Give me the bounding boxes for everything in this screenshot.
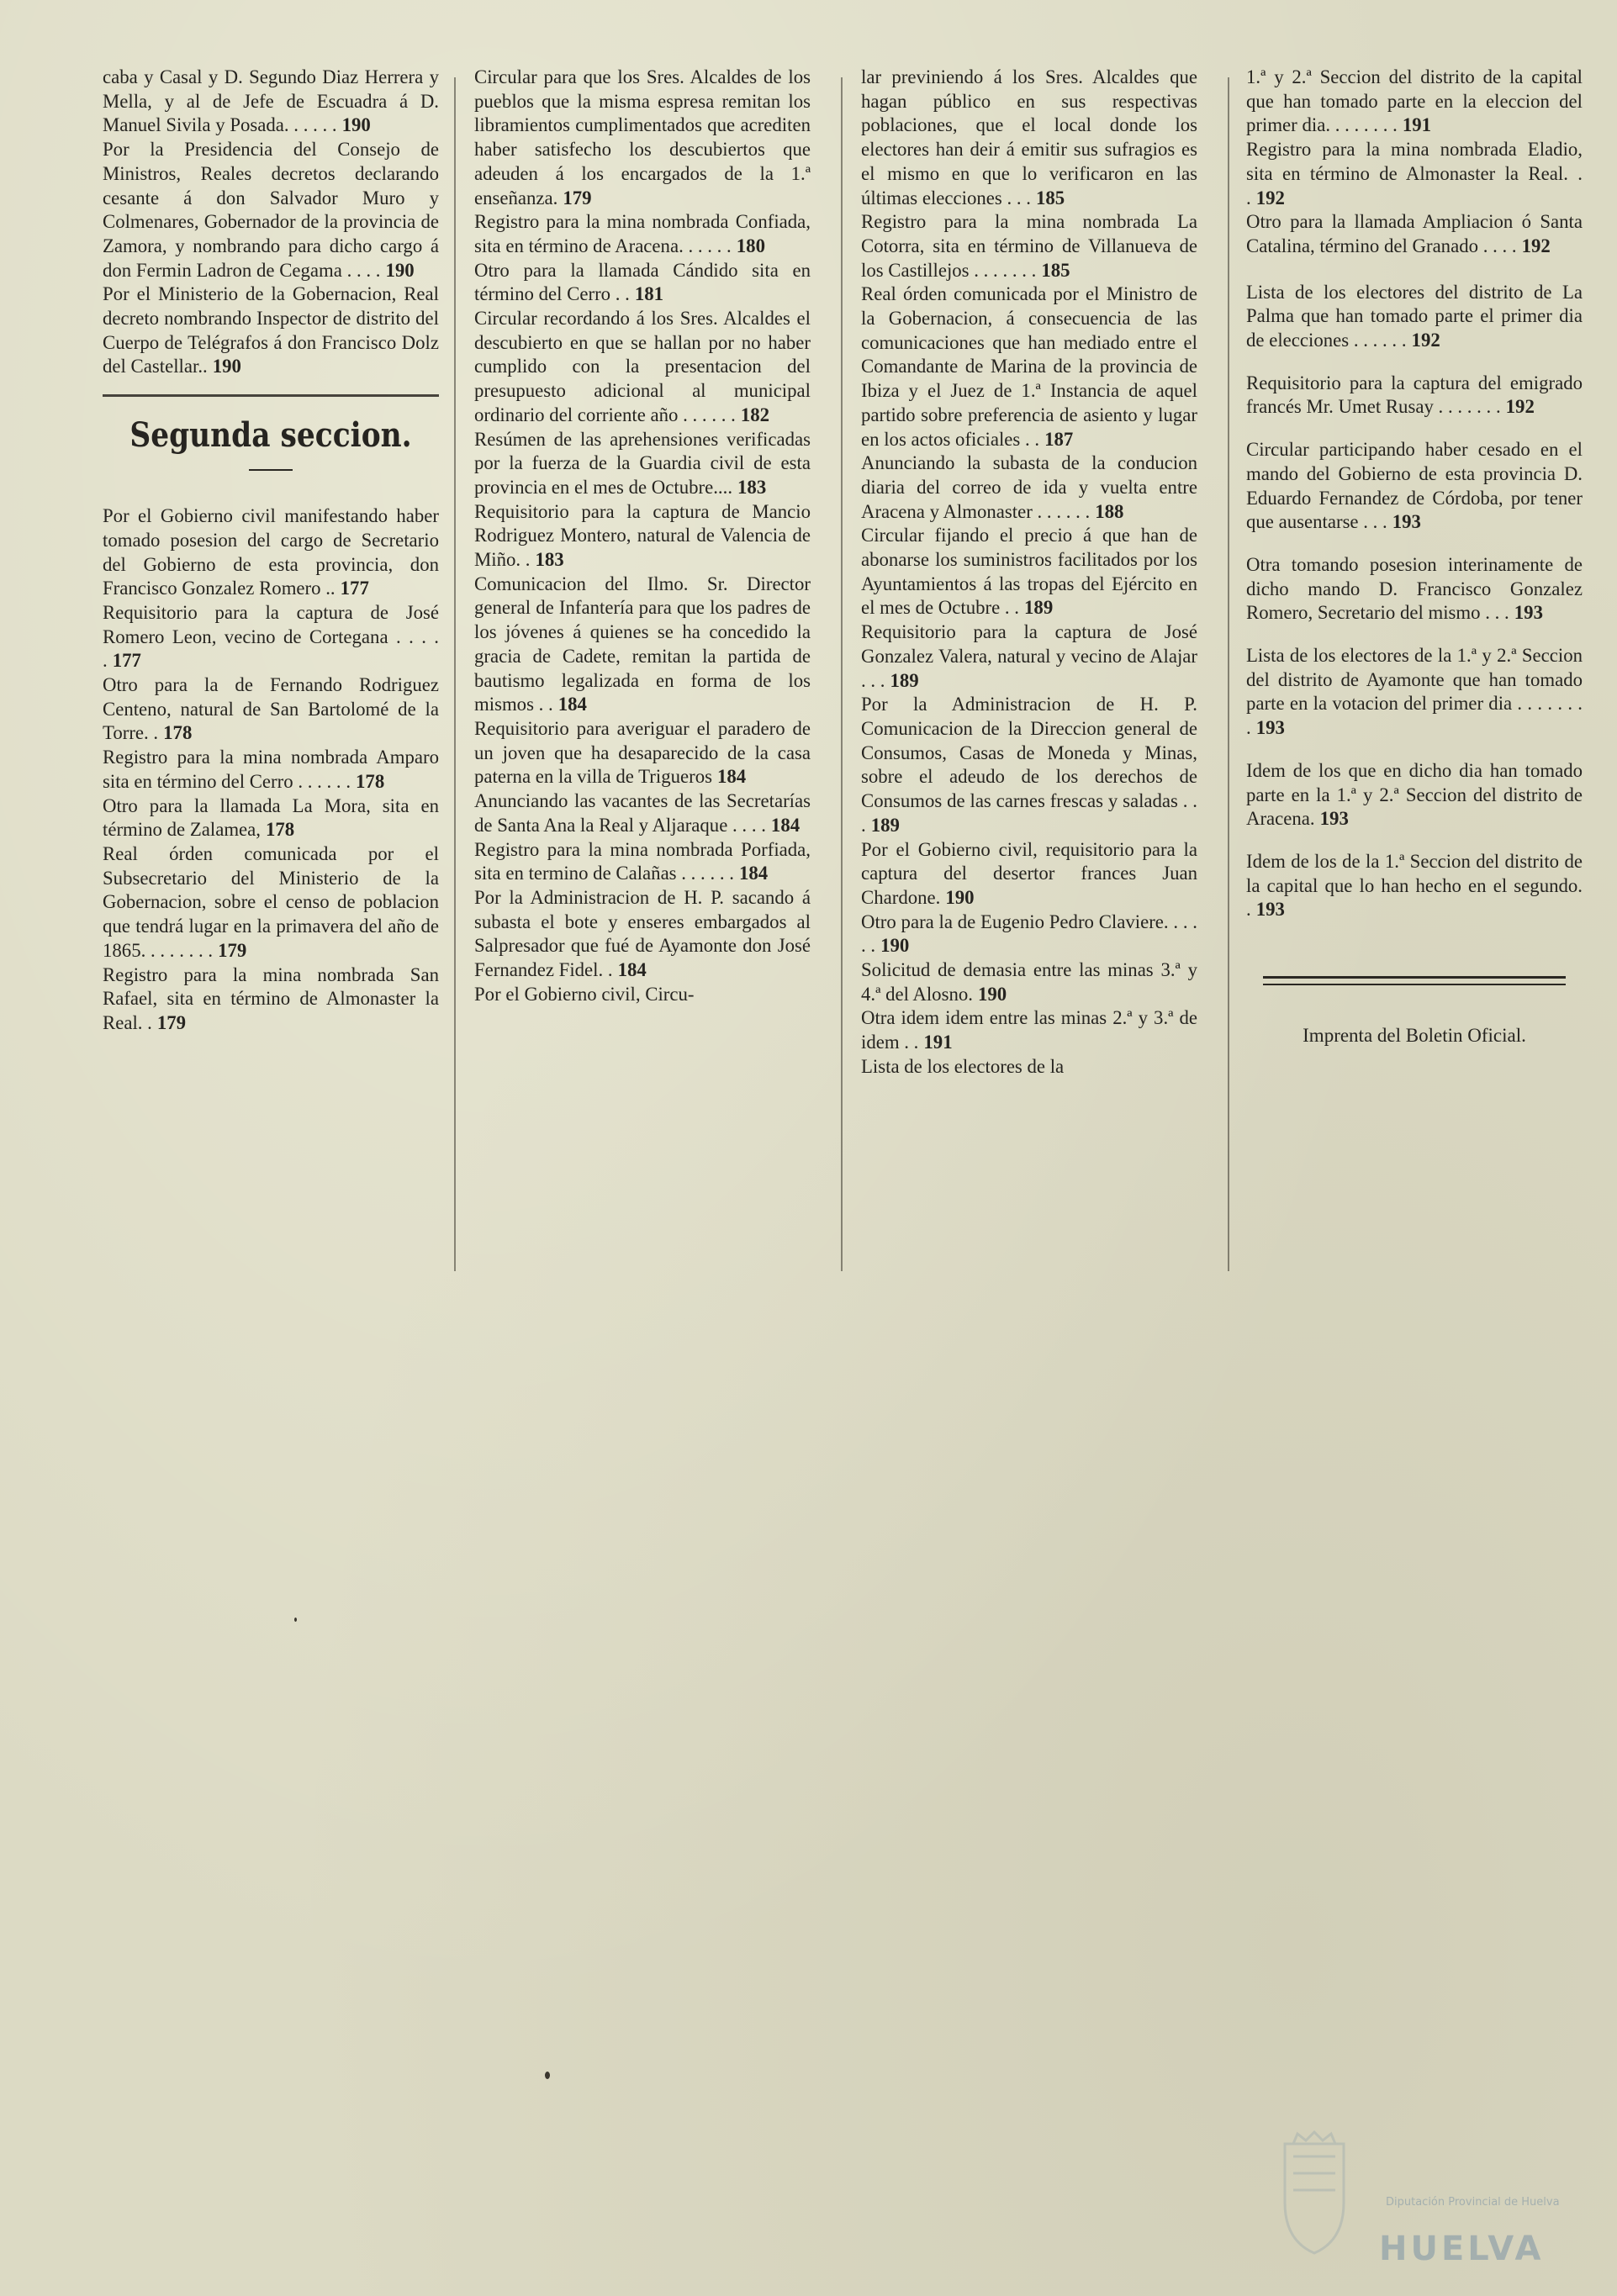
entry-text: Registro para la mina nombrada Porfiada, sita en termino de Calañas . . . . . . [474,838,811,884]
entry-page-number: 190 [385,259,415,281]
entry-text: Por el Gobierno civil, Circu- [474,983,695,1005]
entry-page-number: 184 [770,814,801,836]
entry-text: Circular recordando á los Sres. Alcaldes el descubierto en que se hallan por no haber cumplido con la presentacion del presupuesto adicional al municipal ordinario del corriente año . . . . . . [474,308,811,425]
entry-text: Otra tomando posesion interinamente de dicho mando D. Francisco Gonzalez Romero, Secretario del mismo . . . [1246,553,1583,624]
index-entry [103,842,439,963]
index-entry [474,717,811,789]
entry-text: Anunciando las vacantes de las Secretarías de Santa Ana la Real y Aljaraque . . . . [474,790,811,836]
entry-text: Por el Gobierno civil manifestando haber tomado posesion del cargo de Secretario del Gobierno de esta provincia, don Francisco Gonzalez Romero .. [103,505,439,599]
entry-text: Requisitorio para la captura del emigrado francés Mr. Umet Rusay . . . . . . . [1246,372,1583,418]
index-entry [474,886,811,983]
index-entry [1246,438,1583,535]
index-entry [861,524,1197,620]
index-entry [474,573,811,717]
entry-page-number: 177 [340,578,369,599]
entry-page-number: 193 [1514,602,1543,624]
index-entry [474,983,811,1007]
entry-text: Otro para la de Eugenio Pedro Claviere. . . . . . [861,910,1197,957]
index-entry [861,1006,1197,1054]
index-entry [103,282,439,379]
entry-page-number: 184 [557,694,587,715]
index-entry [474,307,811,428]
entry-page-number: 190 [945,886,975,908]
entry-page-number: 182 [740,404,770,425]
entry-page-number: 189 [890,669,919,691]
index-entry [861,838,1197,910]
entry-text: Otro para la llamada Cándido sita en término del Cerro . . [474,259,811,305]
index-entry [474,428,811,500]
entry-page-number: 183 [535,549,564,571]
column-4 [1246,66,1583,1048]
entry-text: lar previniendo á los Sres. Alcaldes que hagan público en sus respectivas poblaciones, que el local donde los electores han deir á emitir sus sufragios es el mismo en que lo verificaron en las últimas elecciones . . . [861,66,1197,208]
entry-page-number: 189 [870,814,900,836]
index-entry [103,601,439,673]
entry-text: Requisitorio para averiguar el paradero de un joven que ha desaparecido de la casa paterna en la villa de Trigueros [474,717,811,788]
column-3 [861,66,1197,1079]
entry-page-number: 177 [112,650,141,672]
index-entry [861,66,1197,210]
entry-page-number: 192 [1255,187,1285,208]
index-entry [1246,281,1583,353]
index-entry [103,963,439,1036]
entry-page-number: 193 [1255,899,1285,921]
index-entry [103,673,439,746]
entry-text: caba y Casal y D. Segundo Diaz Herrera y Mella, y al de Jefe de Escuadra á D. Manuel Sivila y Posada. . . . . . [103,66,439,136]
entry-text: Otro para la llamada Ampliacion ó Santa Catalina, término del Granado . . . . [1246,211,1583,256]
section-divider [103,394,439,397]
entries-part-2 [103,504,439,1035]
entry-page-number: 179 [156,1011,187,1033]
entries [474,66,811,1006]
entry-text: Por el Ministerio de la Gobernacion, Real decreto nombrando Inspector de distrito del Cuerpo de Telégrafos á don Francisco Dolz del Castellar.. [103,283,439,377]
entry-page-number: 185 [1035,187,1065,208]
entry-page-number: 193 [1392,511,1421,533]
entry-text: Registro para la mina nombrada Amparo sita en término del Cerro . . . . . . [103,747,439,792]
entry-page-number: 193 [1319,808,1349,830]
entry-text: Anunciando la subasta de la conducion diaria del correo de ida y vuelta entre Aracena y Almonaster . . . . . . [861,452,1197,522]
entry-page-number: 189 [1024,597,1054,619]
entry-page-number: 185 [1041,259,1070,281]
index-entry [861,282,1197,451]
entry-text: Registro para la mina nombrada La Cotorra, sita en término de Villanueva de los Castillejos . . . . . . . [861,211,1197,281]
entry-page-number: 183 [737,476,767,498]
entry-page-number: 191 [1402,114,1432,136]
ink-speck [294,1618,297,1622]
index-entry [103,138,439,282]
index-entry [474,789,811,837]
entry-text: Circular participando haber cesado en el mando del Gobierno de esta provincia D. Eduardo Fernandez de Córdoba, por tener que ausentarse . . . [1246,439,1583,533]
watermark-subtext: Diputación Provincial de Huelva [1386,2196,1560,2209]
index-entry [861,1055,1197,1079]
index-entry [861,210,1197,282]
entry-page-number: 178 [356,770,385,792]
index-entry [103,794,439,842]
entry-text: Registro para la mina nombrada Confiada, sita en término de Aracena. . . . . . [474,211,811,256]
index-entry [1246,372,1583,420]
index-entry [474,838,811,886]
entry-text: Otro para la de Fernando Rodriguez Centeno, natural de San Bartolomé de la Torre. . [103,674,439,744]
entry-page-number: 179 [563,187,592,208]
entry-text: Circular fijando el precio á que han de abonarse los suministros facilitados por los Ayuntamientos á las tropas del Ejército en el mes de Octubre . . [861,525,1197,619]
entry-page-number: 191 [923,1032,953,1053]
entry-page-number: 193 [1255,717,1285,739]
entry-text: Registro para la mina nombrada San Rafael, sita en término de Almonaster la Real. . [103,963,439,1033]
entry-text: 1.ª y 2.ª Seccion del distrito de la capital que han tomado parte en la eleccion del primer dia. . . . . . . . [1246,66,1583,136]
entry-page-number: 192 [1505,396,1535,418]
index-entry [861,958,1197,1006]
entry-text: Circular para que los Sres. Alcaldes de los pueblos que la misma espresa remitan los libramientos cumplimentados que acrediten haber satisfecho los descubiertos que adeuden á los encargados de la 1.ª enseñanza. [474,66,811,208]
index-entry [861,620,1197,693]
entry-text: Resúmen de las aprehensiones verificadas por la fuerza de la Guardia civil de esta provincia en el mes de Octubre.... [474,428,811,498]
entry-page-number: 190 [341,114,371,136]
entry-page-number: 184 [617,959,647,981]
index-entry [474,500,811,573]
entry-page-number: 187 [1044,428,1074,450]
entry-text: Otra idem idem entre las minas 2.ª y 3.ª de idem . . [861,1007,1197,1053]
index-entry [1246,759,1583,831]
title-underline [249,469,293,471]
closing-rule [1263,976,1566,985]
entries [861,66,1197,1079]
entry-page-number: 179 [218,939,247,961]
entry-page-number: 184 [738,863,769,884]
entry-text: Por la Presidencia del Consejo de Ministros, Reales decretos declarando cesante á don Salvador Muro y Colmenares, Gobernador de la provincia de Zamora, y nombrando para dicho cargo á don Fermin Ladron de Cegama . . . . [103,139,439,281]
entry-page-number: 178 [163,722,193,744]
index-entry [1246,66,1583,138]
entry-text: Por la Administracion de H. P. sacando á subasta el bote y enseres embargados al Salpresador que fué de Ayamonte don José Fernandez Fidel. . [474,886,811,981]
imprint-line: Imprenta del Boletin Oficial. [1303,1025,1526,1047]
entry-text: Idem de los que en dicho dia han tomado parte en la 1.ª y 2.ª Seccion del distrito de Aracena. [1246,759,1583,830]
index-entry [1246,850,1583,922]
entry-text: Real órden comunicada por el Ministro de la Gobernacion, á consecuencia de las comunicaciones que han mediado entre el Comandante de Marina de la provincia de Ibiza y el Juez de 1.ª Instancia de aquel partido sobre preferencia de asiento y lugar en los actos oficiales . . [861,283,1197,450]
index-entry [474,66,811,210]
index-entry [1246,644,1583,741]
ink-speck [545,2072,550,2079]
entry-page-number: 190 [977,983,1007,1005]
entry-text: Lista de los electores de la 1.ª y 2.ª Seccion del distrito de Ayamonte que han tomado parte en la votacion del primer dia . . . . . . . . [1246,645,1583,739]
entries-part-1 [103,66,439,379]
entries-part-2 [1246,281,1583,922]
entry-text: Requisitorio para la captura de José Gonzalez Valera, natural y vecino de Alajar . . . [861,621,1197,691]
index-entry [474,210,811,258]
column-divider [1228,77,1229,1271]
entry-text: Otro para la llamada La Mora, sita en término de Zalamea, [103,794,439,841]
entry-text: Real órden comunicada por el Subsecretario del Ministerio de la Gobernacion, sobre el censo de poblacion que tendrá lugar en la primavera del año de 1865. . . . . . . . [103,842,439,961]
section-title: Segunda seccion. [129,415,412,456]
index-entry [861,451,1197,524]
entry-page-number: 192 [1521,235,1551,256]
index-entry [103,66,439,138]
entries-part-1 [1246,66,1583,259]
entry-page-number: 184 [717,766,747,788]
index-entry [474,259,811,307]
watermark-text: HUELVA [1379,2230,1545,2268]
entry-text: Solicitud de demasia entre las minas 3.ª y 4.ª del Alosno. [861,959,1197,1005]
index-entry [861,693,1197,837]
entry-text: Por la Administracion de H. P. Comunicacion de la Direccion general de Consumos, Casas de Moneda y Minas, sobre el adeudo de los derechos de Consumos de las carnes frescas y saladas . . . [861,694,1197,836]
column-1 [103,66,439,1036]
index-entry [861,910,1197,958]
column-divider [454,77,456,1271]
entry-text: Por el Gobierno civil, requisitorio para la captura del desertor frances Juan Chardone. [861,838,1197,908]
entry-text: Lista de los electores del distrito de La Palma que han tomado parte el primer dia de elecciones . . . . . . [1246,281,1583,351]
entry-page-number: 190 [212,356,241,377]
entry-text: Registro para la mina nombrada Eladio, sita en término de Almonaster la Real. . . [1246,139,1583,208]
entry-page-number: 178 [266,819,295,841]
entry-page-number: 181 [634,283,664,305]
entry-text: Idem de los de la 1.ª Seccion del distrito de la capital que lo han hecho en el segundo. . [1246,850,1583,921]
index-entry [103,746,439,794]
index-entry [1246,210,1583,258]
entry-text: Requisitorio para la captura de Mancio Rodriguez Montero, natural de Valencia de Miño. . [474,500,811,571]
entry-page-number: 188 [1095,500,1124,522]
entry-text: Requisitorio para la captura de José Romero Leon, vecino de Cortegana . . . . . [103,601,439,672]
column-divider [841,77,843,1271]
entry-page-number: 180 [736,235,765,256]
entry-page-number: 192 [1411,330,1440,351]
entry-text: Comunicacion del Ilmo. Sr. Director general de Infantería para que los padres de los jóvenes á quienes se ha concedido la gracia de Cadete, remitan la partida de bautismo legalizada en forma de los mismos . . [474,573,811,715]
entry-page-number: 190 [880,935,910,957]
index-entry [1246,138,1583,210]
column-2 [474,66,811,1006]
index-entry [1246,553,1583,625]
index-entry [103,504,439,601]
entry-text: Lista de los electores de la [861,1055,1065,1077]
